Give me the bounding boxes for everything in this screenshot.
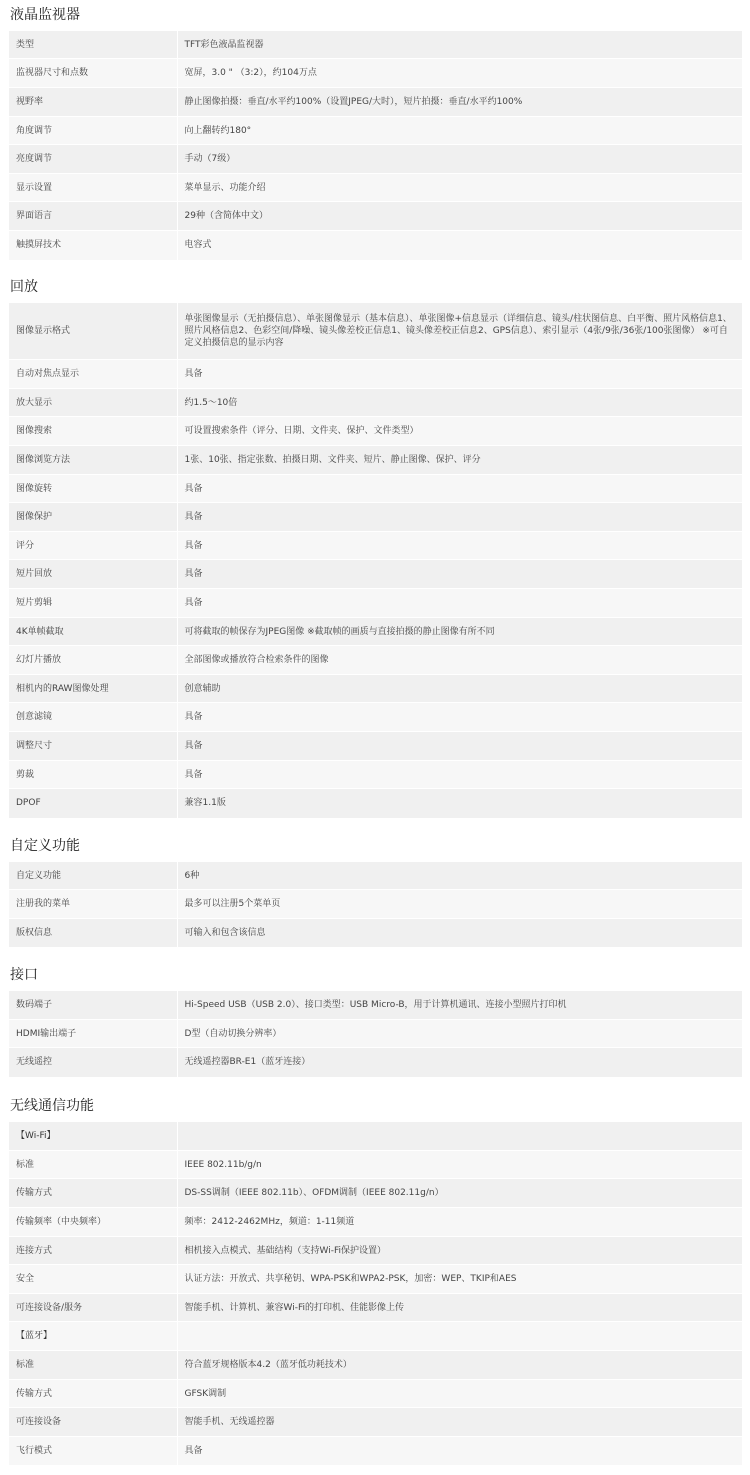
spec-table-wireless (9, 1121, 742, 1465)
section-title-interface: 接口 (10, 967, 38, 983)
spec-key: 注册我的菜单 (9, 890, 177, 919)
table-row (9, 646, 742, 675)
table-row (9, 117, 742, 145)
spec-key: 短片剪辑 (9, 589, 177, 618)
spec-key: 图像浏览方法 (9, 446, 177, 475)
spec-value: 具备 (177, 503, 742, 532)
table-row (9, 1380, 742, 1408)
spec-value: 具备 (177, 732, 742, 761)
table-row (9, 1265, 742, 1294)
spec-value: IEEE 802.11b/g/n (177, 1151, 742, 1179)
spec-key: 触摸屏技术 (9, 231, 177, 260)
table-row-group-wifi (9, 1122, 742, 1151)
spec-value: 符合蓝牙规格版本4.2（蓝牙低功耗技术） (177, 1351, 742, 1380)
table-row (9, 303, 742, 360)
table-row (9, 991, 742, 1020)
table-row (9, 1437, 742, 1465)
section-title-custom-functions: 自定义功能 (10, 838, 80, 854)
table-row (9, 145, 742, 174)
table-row (9, 761, 742, 789)
spec-table-custom-functions (9, 861, 742, 947)
table-row (9, 1237, 742, 1265)
table-row (9, 618, 742, 646)
spec-key: 自动对焦点显示 (9, 360, 177, 389)
spec-value: 单张图像显示（无拍摄信息）、单张图像显示（基本信息）、单张图像+信息显示（详细信息、镜头/柱状图信息、白平衡、照片风格信息1、照片风格信息2、色彩空间/降噪、镜头像差校正信息1、镜头像差校正信息2、GPS信息）、索引显示（4张/9张/36张/100张图像） ※可自定义拍摄信息的显示内容 (177, 303, 742, 360)
table-row (9, 1020, 742, 1048)
spec-key: 数码端子 (9, 991, 177, 1020)
spec-value: 29种（含简体中文） (177, 202, 742, 231)
spec-key: 调整尺寸 (9, 732, 177, 761)
spec-key: 无线遥控 (9, 1048, 177, 1077)
table-row (9, 231, 742, 260)
spec-value: 具备 (177, 589, 742, 618)
spec-value: 可设置搜索条件（评分、日期、文件夹、保护、文件类型） (177, 417, 742, 446)
spec-key: 界面语言 (9, 202, 177, 231)
table-row (9, 503, 742, 532)
section-title-wireless: 无线通信功能 (10, 1098, 94, 1114)
spec-key: 监视器尺寸和点数 (9, 59, 177, 88)
spec-value: 可输入和包含该信息 (177, 919, 742, 947)
table-row (9, 919, 742, 947)
spec-key: 创意滤镜 (9, 703, 177, 732)
table-row (9, 202, 742, 231)
spec-value: 可将截取的帧保存为JPEG图像 ※截取帧的画质与直接拍摄的静止图像有所不同 (177, 618, 742, 646)
table-row (9, 862, 742, 890)
section-title-lcd-monitor: 液晶监视器 (10, 7, 80, 23)
table-row (9, 890, 742, 919)
table-row (9, 789, 742, 818)
spec-key: 相机内的RAW图像处理 (9, 675, 177, 703)
spec-group-label: 【蓝牙】 (9, 1322, 177, 1351)
spec-table-playback (9, 302, 742, 818)
table-row (9, 532, 742, 560)
spec-value: TFT彩色液晶监视器 (177, 31, 742, 59)
spec-key: 显示设置 (9, 174, 177, 202)
spec-key: 连接方式 (9, 1237, 177, 1265)
table-row (9, 1294, 742, 1322)
spec-value: D型（自动切换分辨率） (177, 1020, 742, 1048)
spec-key: 图像旋转 (9, 475, 177, 503)
spec-value: 向上翻转约180° (177, 117, 742, 145)
spec-group-label: 【Wi-Fi】 (9, 1122, 177, 1151)
spec-value: GFSK调制 (177, 1380, 742, 1408)
spec-value: 兼容1.1版 (177, 789, 742, 818)
table-row (9, 703, 742, 732)
spec-key: 飞行模式 (9, 1437, 177, 1465)
table-row (9, 1179, 742, 1208)
table-row (9, 675, 742, 703)
spec-table-interface (9, 990, 742, 1077)
spec-value (177, 1122, 742, 1151)
spec-value: 智能手机、计算机、兼容Wi-Fi的打印机、佳能影像上传 (177, 1294, 742, 1322)
table-row (9, 560, 742, 589)
table-row (9, 475, 742, 503)
spec-key: 视野率 (9, 88, 177, 117)
section-title-playback: 回放 (10, 279, 38, 295)
spec-key: 可连接设备/服务 (9, 1294, 177, 1322)
spec-key: 图像显示格式 (9, 303, 177, 360)
spec-value: 菜单显示、功能介绍 (177, 174, 742, 202)
spec-value: DS-SS调制（IEEE 802.11b）、OFDM调制（IEEE 802.11g/n） (177, 1179, 742, 1208)
spec-key: 可连接设备 (9, 1408, 177, 1437)
table-row (9, 589, 742, 618)
table-row (9, 417, 742, 446)
spec-key: 评分 (9, 532, 177, 560)
spec-key: 标准 (9, 1151, 177, 1179)
spec-value: 宽屏，3.0 " （3:2），约104万点 (177, 59, 742, 88)
spec-key: 图像保护 (9, 503, 177, 532)
spec-key: 幻灯片播放 (9, 646, 177, 675)
spec-value: 约1.5〜10倍 (177, 389, 742, 417)
spec-key: HDMI输出端子 (9, 1020, 177, 1048)
spec-value: 认证方法：开放式、共享秘钥、WPA-PSK和WPA2-PSK，加密：WEP、TKIP和AES (177, 1265, 742, 1294)
table-row (9, 31, 742, 59)
table-row (9, 446, 742, 475)
spec-key: 类型 (9, 31, 177, 59)
spec-key: 自定义功能 (9, 862, 177, 890)
spec-key: 图像搜索 (9, 417, 177, 446)
spec-value (177, 1322, 742, 1351)
spec-value: 具备 (177, 475, 742, 503)
table-row-group-bluetooth (9, 1322, 742, 1351)
spec-key: 传输方式 (9, 1380, 177, 1408)
spec-value: 具备 (177, 703, 742, 732)
spec-value: Hi-Speed USB（USB 2.0）、接口类型：USB Micro-B，用于计算机通讯、连接小型照片打印机 (177, 991, 742, 1020)
spec-value: 手动（7级） (177, 145, 742, 174)
spec-key: 安全 (9, 1265, 177, 1294)
spec-value: 最多可以注册5个菜单页 (177, 890, 742, 919)
spec-key: 角度调节 (9, 117, 177, 145)
spec-key: DPOF (9, 789, 177, 818)
spec-key: 4K单帧截取 (9, 618, 177, 646)
table-row (9, 174, 742, 202)
table-row (9, 1208, 742, 1237)
spec-value: 具备 (177, 560, 742, 589)
spec-key: 短片回放 (9, 560, 177, 589)
spec-key: 标准 (9, 1351, 177, 1380)
spec-table-lcd-monitor (9, 30, 742, 260)
spec-value: 具备 (177, 532, 742, 560)
table-row (9, 389, 742, 417)
spec-value: 6种 (177, 862, 742, 890)
spec-value: 电容式 (177, 231, 742, 260)
table-row (9, 88, 742, 117)
spec-value: 具备 (177, 1437, 742, 1465)
table-row (9, 732, 742, 761)
spec-value: 全部图像或播放符合检索条件的图像 (177, 646, 742, 675)
spec-key: 传输方式 (9, 1179, 177, 1208)
table-row (9, 1351, 742, 1380)
spec-value: 1张、10张、指定张数、拍摄日期、文件夹、短片、静止图像、保护、评分 (177, 446, 742, 475)
table-row (9, 1048, 742, 1077)
spec-key: 放大显示 (9, 389, 177, 417)
table-row (9, 1151, 742, 1179)
spec-value: 频率：2412-2462MHz，频道：1-11频道 (177, 1208, 742, 1237)
spec-key: 剪裁 (9, 761, 177, 789)
spec-value: 具备 (177, 360, 742, 389)
table-row (9, 1408, 742, 1437)
table-row (9, 59, 742, 88)
spec-value: 创意辅助 (177, 675, 742, 703)
spec-key: 版权信息 (9, 919, 177, 947)
spec-value: 相机接入点模式、基础结构（支持Wi-Fi保护设置） (177, 1237, 742, 1265)
spec-value: 无线遥控器BR-E1（蓝牙连接） (177, 1048, 742, 1077)
table-row (9, 360, 742, 389)
spec-value: 智能手机、无线遥控器 (177, 1408, 742, 1437)
spec-key: 传输频率（中央频率） (9, 1208, 177, 1237)
spec-key: 亮度调节 (9, 145, 177, 174)
spec-value: 静止图像拍摄：垂直/水平约100%（设置JPEG/大时），短片拍摄：垂直/水平约100% (177, 88, 742, 117)
spec-value: 具备 (177, 761, 742, 789)
